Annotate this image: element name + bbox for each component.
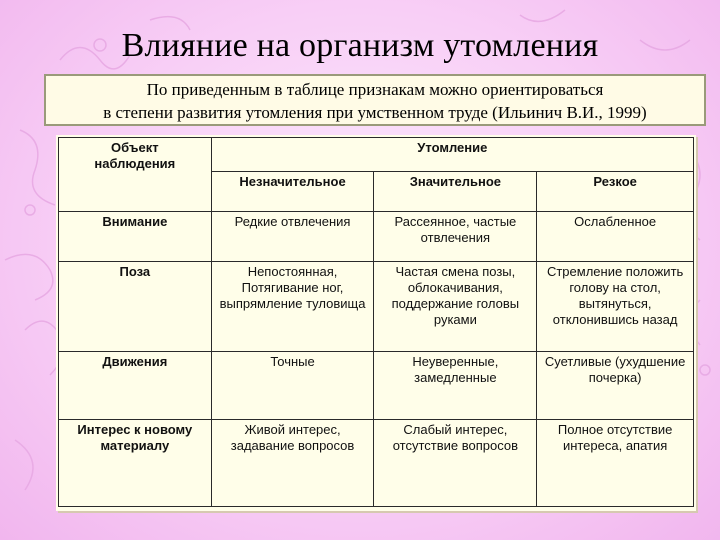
header-level-significant: Значительное — [374, 172, 537, 212]
table-cell: Ослабленное — [537, 212, 694, 262]
caption-line-2: в степени развития утомления при умственном труде (Ильинич В.И., 1999) — [103, 103, 647, 122]
row-label-movements: Движения — [59, 352, 212, 420]
slide-caption — [44, 74, 706, 126]
row-label-attention: Внимание — [59, 212, 212, 262]
table-cell: Полное отсутствие интереса, апатия — [537, 420, 694, 507]
table-row — [59, 352, 694, 420]
header-level-slight: Незначительное — [211, 172, 374, 212]
header-level-severe: Резкое — [537, 172, 694, 212]
table-cell: Рассеянное, частые отвлечения — [374, 212, 537, 262]
table-cell: Стремление положить голову на стол, вытянуться, отклонившись назад — [537, 262, 694, 352]
table-cell: Неуверенные, замедленные — [374, 352, 537, 420]
table-cell: Непостоянная, Потягивание ног, выпрямление туловища — [211, 262, 374, 352]
header-fatigue: Утомление — [211, 138, 693, 172]
header-object — [59, 138, 212, 212]
table-row — [59, 262, 694, 352]
caption-line-1: По приведенным в таблице признакам можно ориентироваться — [146, 80, 604, 99]
table-cell: Живой интерес, задавание вопросов — [211, 420, 374, 507]
fatigue-table — [58, 137, 694, 507]
table-cell: Слабый интерес, отсутствие вопросов — [374, 420, 537, 507]
row-label-posture: Поза — [59, 262, 212, 352]
fatigue-table-container — [56, 135, 696, 511]
table-cell: Суетливые (ухудшение почерка) — [537, 352, 694, 420]
table-row — [59, 420, 694, 507]
row-label-interest: Интерес к новому материалу — [59, 420, 212, 507]
table-cell: Частая смена позы, облокачивания, поддержание головы руками — [374, 262, 537, 352]
header-object-line-2: наблюдения — [94, 156, 176, 171]
table-row — [59, 212, 694, 262]
slide-title: Влияние на организм утомления — [121, 27, 599, 64]
table-cell: Редкие отвлечения — [211, 212, 374, 262]
table-cell: Точные — [211, 352, 374, 420]
header-object-line-1: Объект — [111, 140, 159, 155]
